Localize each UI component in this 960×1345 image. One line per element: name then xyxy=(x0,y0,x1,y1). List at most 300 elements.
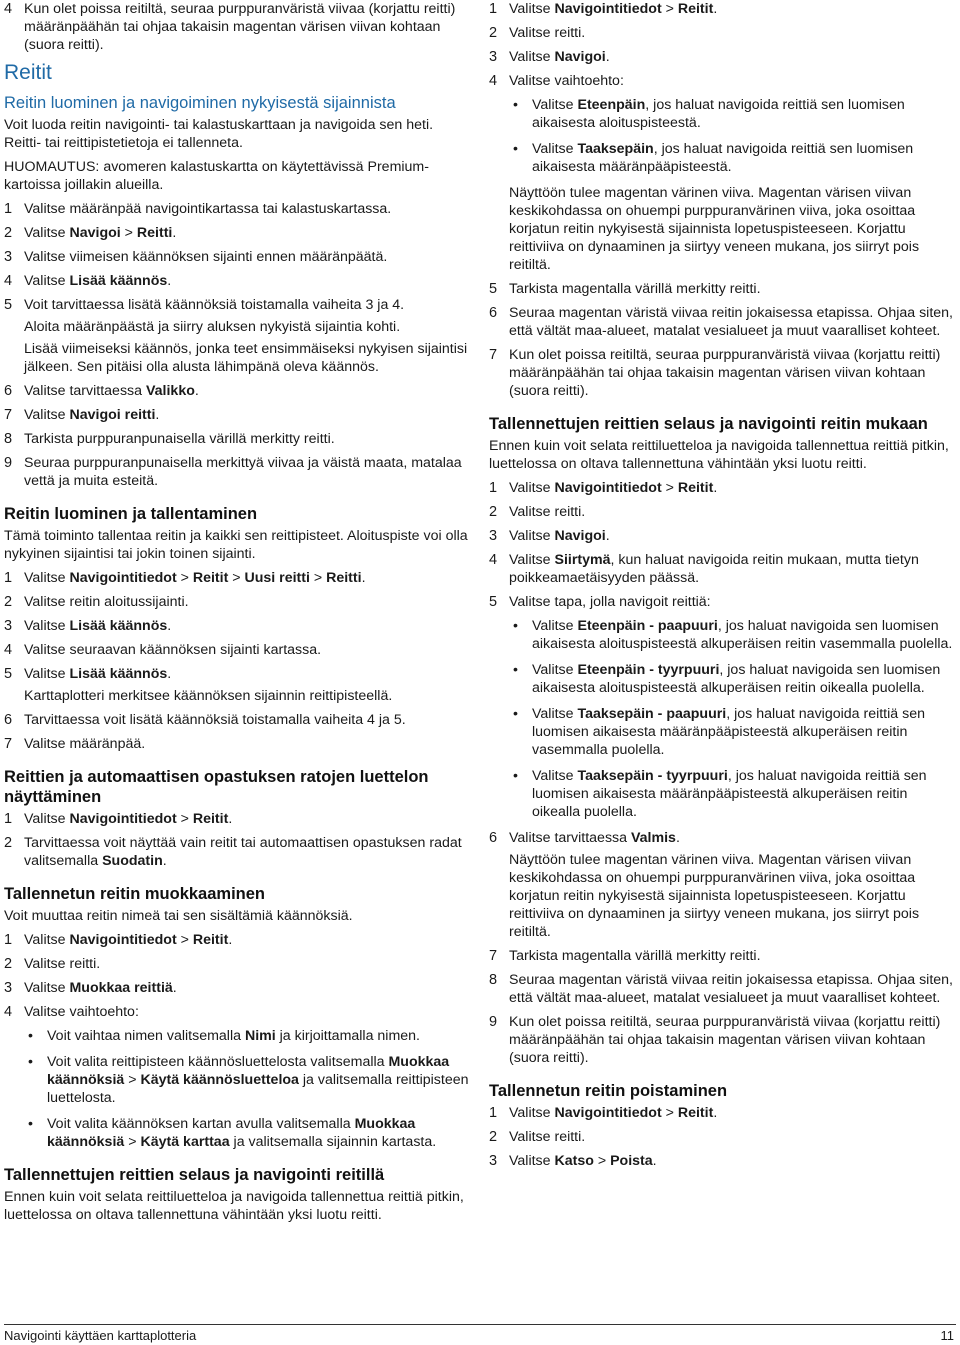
text-run: Ennen kuin voit selata reittiluetteloa ja navigoida tallennettua reittiä pitkin, luettelossa on oltava tallennettuna vähintään yksi luotu reitti. xyxy=(4,1189,464,1223)
ui-term: Navigoi xyxy=(554,49,606,65)
ui-term: Reitit xyxy=(677,1105,714,1121)
step-text xyxy=(24,711,474,729)
ui-term: Navigointitiedot xyxy=(69,811,177,827)
text-run: . xyxy=(172,980,177,996)
note-paragraph xyxy=(4,158,474,194)
text-run: Tarvittaessa voit lisätä käännöksiä toistamalla vaiheita 4 ja 5. xyxy=(24,712,406,728)
step-item xyxy=(4,569,474,587)
step-item xyxy=(489,829,957,941)
step-text xyxy=(509,593,957,611)
step-number: 1 xyxy=(4,811,13,827)
text-run: Karttaplotteri merkitsee käännöksen sijainnin reittipisteellä. xyxy=(24,688,393,704)
ui-term: Navigointitiedot xyxy=(554,480,662,496)
ui-term: Navigointitiedot xyxy=(554,1105,662,1121)
step-number: 7 xyxy=(4,736,13,752)
step-number: 2 xyxy=(4,594,13,610)
ui-term: Reitit xyxy=(677,1,714,17)
step-item xyxy=(4,931,474,949)
option-text xyxy=(47,1053,474,1107)
step-number: 1 xyxy=(489,480,498,496)
ui-term: Muokkaa reittiä xyxy=(69,980,173,996)
option-list xyxy=(509,96,957,176)
option-item xyxy=(24,1027,474,1045)
step-text xyxy=(24,979,474,997)
ui-term: Muokkaa käännöksiä xyxy=(47,1054,450,1088)
text-run: > xyxy=(176,570,193,586)
text-run: Valitse xyxy=(24,932,70,948)
section-heading xyxy=(489,414,957,434)
ui-term: Taaksepäin xyxy=(577,141,654,157)
text-run: Valitse tapa, jolla navigoit reittiä: xyxy=(509,594,711,610)
step-number: 3 xyxy=(4,249,13,265)
text-run: Valitse xyxy=(24,570,70,586)
step-number: 9 xyxy=(489,1014,498,1030)
option-list xyxy=(24,1027,474,1151)
step-number: 9 xyxy=(4,455,13,471)
text-run: Valitse xyxy=(532,141,578,157)
text-run: Valitse xyxy=(24,980,70,996)
chapter-heading xyxy=(4,60,474,86)
ui-term: Reitti xyxy=(326,570,362,586)
step-number: 6 xyxy=(4,383,13,399)
section-heading xyxy=(4,884,474,904)
note-label: HUOMAUTUS: xyxy=(4,159,104,175)
step-result xyxy=(24,340,474,376)
text-run: , jos haluat navigoida sen luomisen aikaisesta aloituspisteestä alkuperäisen reitin oikealla puolella. xyxy=(532,662,941,696)
step-number: 2 xyxy=(489,1129,498,1145)
text-run: Tarkista magentalla värillä merkitty reitti. xyxy=(509,281,761,297)
step-text xyxy=(24,382,474,400)
step-item xyxy=(489,346,957,400)
step-text xyxy=(509,304,957,340)
step-item xyxy=(4,382,474,400)
step-number: 2 xyxy=(489,25,498,41)
ui-term: Valikko xyxy=(145,383,195,399)
step-item xyxy=(489,479,957,497)
ui-term: Käytä karttaa xyxy=(140,1134,230,1150)
text-run: Valitse reitin aloitussijainti. xyxy=(24,594,189,610)
step-item xyxy=(4,810,474,828)
section-heading xyxy=(4,504,474,524)
step-item xyxy=(4,665,474,705)
text-run: Tallennettujen reittien selaus ja navigointi reitin mukaan xyxy=(489,415,928,433)
text-run: . xyxy=(167,273,172,289)
section-heading xyxy=(4,1165,474,1185)
step-number: 3 xyxy=(489,1153,498,1169)
step-number: 1 xyxy=(4,201,13,217)
text-run: > xyxy=(661,1105,678,1121)
ui-term: Navigoi xyxy=(69,225,121,241)
ui-term: Eteenpäin - tyyrpuuri xyxy=(577,662,720,678)
ui-term: Reitit xyxy=(192,811,229,827)
step-item xyxy=(489,1104,957,1122)
text-run: Valitse xyxy=(509,1,555,17)
option-text xyxy=(47,1115,474,1151)
text-run: . xyxy=(228,932,233,948)
step-number: 8 xyxy=(4,431,13,447)
option-item xyxy=(24,1053,474,1107)
step-item xyxy=(4,454,474,490)
bullet-icon: • xyxy=(513,618,518,634)
option-text xyxy=(532,140,957,176)
text-run: . xyxy=(228,811,233,827)
step-item xyxy=(489,593,957,821)
step-text xyxy=(24,593,474,611)
ui-term: Navigoi reitti xyxy=(69,407,156,423)
step-number: 5 xyxy=(489,594,498,610)
paragraph xyxy=(4,527,474,563)
option-text xyxy=(532,705,957,759)
text-run: > xyxy=(176,932,193,948)
text-run: , jos haluat navigoida reittiä sen luomisen aikaisesta määränpääpisteestä. xyxy=(532,141,914,175)
step-number: 2 xyxy=(4,835,13,851)
ui-term: Lisää käännös xyxy=(69,273,168,289)
text-run: Seuraa magentan väristä viivaa reitin jokaisessa etapissa. Ohjaa siten, että vältät maa-alueet, matalat vesialueet ja muut vaaralliset kohteet. xyxy=(509,972,953,1006)
text-run: Seuraa magentan väristä viivaa reitin jokaisessa etapissa. Ohjaa siten, että vältät maa-alueet, matalat vesialueet ja muut vaaralliset kohteet. xyxy=(509,305,953,339)
step-item xyxy=(4,248,474,266)
page-number: 11 xyxy=(940,1328,954,1343)
text-run: Näyttöön tulee magentan värinen viiva. Magentan värisen viivan keskikohdassa on ohuempi purppuranvärinen viiva, joka osoittaa korjatun reitin nykyisestä sijainnista lopetuspisteeseen. Korjattu reittiviiva on dynaaminen ja siirtyy veneen mukana, jos siirryt pois reitiltä. xyxy=(509,185,920,273)
step-item xyxy=(4,955,474,973)
text-run: Valitse xyxy=(24,666,70,682)
text-run: > xyxy=(309,570,327,586)
text-run: > xyxy=(593,1153,611,1169)
step-text xyxy=(509,527,957,545)
step-text xyxy=(509,346,957,400)
step-text xyxy=(509,1013,957,1067)
step-text xyxy=(509,503,957,521)
step-item xyxy=(489,551,957,587)
text-run: Valitse reitti. xyxy=(24,956,101,972)
text-run: > xyxy=(120,225,137,241)
step-item xyxy=(4,617,474,635)
ui-term: Taaksepäin - tyyrpuuri xyxy=(577,768,728,784)
option-text xyxy=(532,661,957,697)
text-run: Valitse xyxy=(24,225,70,241)
option-item xyxy=(509,96,957,132)
option-text xyxy=(532,617,957,653)
text-run: Kun olet poissa reitiltä, seuraa purppuranväristä viivaa (korjattu reitti) määränpäähän tai ohjaa takaisin magentan värisen viivan kohtaan (suora reitti). xyxy=(509,1014,941,1066)
step-item xyxy=(4,0,474,54)
text-run: Valitse tarvittaessa xyxy=(509,830,631,846)
step-item xyxy=(4,711,474,729)
text-run: Tallennetun reitin muokkaaminen xyxy=(4,885,265,903)
step-item xyxy=(4,735,474,753)
text-run: ja kirjoittamalla nimen. xyxy=(275,1028,420,1044)
text-run: Valitse xyxy=(532,97,578,113)
step-item xyxy=(4,593,474,611)
text-run: Valitse viimeisen käännöksen sijainti ennen määränpäätä. xyxy=(24,249,388,265)
text-run: avomeren kalastuskartta on käytettävissä Premium-kartoissa joillakin alueilla. xyxy=(4,159,429,193)
step-item xyxy=(4,224,474,242)
step-text xyxy=(509,280,957,298)
step-item xyxy=(489,503,957,521)
text-run: Valitse määränpää navigointikartassa tai kalastuskartassa. xyxy=(24,201,392,217)
ui-term: Valmis xyxy=(630,830,676,846)
option-item xyxy=(509,617,957,653)
step-item xyxy=(4,834,474,870)
text-run: ja valitsemalla sijainnin kartasta. xyxy=(229,1134,437,1150)
text-run: . xyxy=(172,225,177,241)
step-number: 2 xyxy=(4,956,13,972)
text-run: Valitse xyxy=(24,618,70,634)
ui-term: Reitit xyxy=(192,932,229,948)
section-heading xyxy=(489,1081,957,1101)
text-run: Valitse xyxy=(509,528,555,544)
footer-title: Navigointi käyttäen karttaplotteria xyxy=(4,1328,197,1343)
bullet-icon: • xyxy=(513,97,518,113)
step-text xyxy=(24,1003,474,1021)
step-number: 8 xyxy=(489,972,498,988)
text-run: Kun olet poissa reitiltä, seuraa purppuranväristä viivaa (korjattu reitti) määränpäähän tai ohjaa takaisin magentan värisen viivan kohtaan (suora reitti). xyxy=(509,347,941,399)
step-number: 4 xyxy=(4,1,13,17)
step-text xyxy=(509,1104,957,1122)
bullet-icon: • xyxy=(513,662,518,678)
step-item xyxy=(4,1003,474,1151)
text-run: Valitse xyxy=(532,662,578,678)
step-number: 2 xyxy=(4,225,13,241)
step-item xyxy=(489,24,957,42)
step-result xyxy=(509,184,957,274)
bullet-icon: • xyxy=(28,1116,33,1132)
text-run: . xyxy=(605,49,610,65)
text-run: Valitse reitti. xyxy=(509,504,586,520)
step-number: 3 xyxy=(4,980,13,996)
option-text xyxy=(47,1027,474,1045)
step-text xyxy=(24,931,474,949)
text-run: Tämä toiminto tallentaa reitin ja kaikki sen reittipisteet. Aloituspiste voi olla nykyinen sijaintisi tai jokin toinen sijainti. xyxy=(4,528,468,562)
text-run: Reittien ja automaattisen opastuksen ratojen luettelon näyttäminen xyxy=(4,768,429,806)
step-result xyxy=(24,687,474,705)
ui-term: Taaksepäin - paapuuri xyxy=(577,706,727,722)
step-item xyxy=(489,304,957,340)
step-number: 1 xyxy=(4,570,13,586)
step-text xyxy=(509,829,957,847)
step-text xyxy=(24,248,474,266)
text-run: > xyxy=(124,1134,141,1150)
ui-term: Käytä käännösluetteloa xyxy=(140,1072,299,1088)
step-text xyxy=(24,617,474,635)
step-item xyxy=(4,641,474,659)
text-run: Valitse määränpää. xyxy=(24,736,146,752)
step-number: 3 xyxy=(489,49,498,65)
text-run: Voit vaihtaa nimen valitsemalla xyxy=(47,1028,245,1044)
step-item xyxy=(489,947,957,965)
text-run: Valitse xyxy=(532,706,578,722)
step-item xyxy=(4,296,474,376)
ui-term: Lisää käännös xyxy=(69,666,168,682)
step-item xyxy=(4,430,474,448)
text-run: Valitse seuraavan käännöksen sijainti kartassa. xyxy=(24,642,322,658)
step-item xyxy=(4,200,474,218)
step-number: 2 xyxy=(489,504,498,520)
paragraph xyxy=(4,1188,474,1224)
option-item xyxy=(509,767,957,821)
option-list xyxy=(509,617,957,821)
text-run: Valitse reitti. xyxy=(509,1129,586,1145)
step-text xyxy=(24,569,474,587)
text-run: . xyxy=(194,383,199,399)
step-item xyxy=(489,1152,957,1170)
step-number: 7 xyxy=(489,948,498,964)
text-run: Valitse xyxy=(24,273,70,289)
step-text xyxy=(24,296,474,314)
step-text xyxy=(509,479,957,497)
text-run: . xyxy=(713,1,718,17)
bullet-icon: • xyxy=(513,768,518,784)
text-run: . xyxy=(162,853,167,869)
text-run: Reitin luominen ja navigoiminen nykyisestä sijainnista xyxy=(4,94,396,112)
ui-term: Eteenpäin xyxy=(577,97,646,113)
left-column xyxy=(4,0,474,1230)
text-run: . xyxy=(167,666,172,682)
step-item xyxy=(489,971,957,1007)
step-number: 3 xyxy=(489,528,498,544)
step-text xyxy=(509,48,957,66)
text-run: Valitse xyxy=(532,618,578,634)
ui-term: Reitit xyxy=(677,480,714,496)
text-run: , jos haluat navigoida reittiä sen luomisen aikaisesta määränpääpisteestä alkuperäisen reitin oikealla puolella. xyxy=(532,768,927,820)
option-item xyxy=(24,1115,474,1151)
step-text xyxy=(24,200,474,218)
text-run: Valitse xyxy=(24,811,70,827)
ui-term: Navigointitiedot xyxy=(554,1,662,17)
text-run: Näyttöön tulee magentan värinen viiva. Magentan värisen viivan keskikohdassa on ohuempi purppuranvärinen viiva, joka osoittaa korjatun reitin nykyisestä sijainnista lopetuspisteeseen. Korjattu reittiviiva on dynaaminen ja siirtyy veneen mukana, jos siirryt pois reitiltä. xyxy=(509,852,920,940)
text-run: . xyxy=(675,830,680,846)
text-run: Kun olet poissa reitiltä, seuraa purppuranväristä viivaa (korjattu reitti) määränpäähän tai ohjaa takaisin magentan värisen viivan kohtaan (suora reitti). xyxy=(24,1,456,53)
step-text xyxy=(24,0,474,54)
step-text xyxy=(24,665,474,683)
step-number: 1 xyxy=(489,1105,498,1121)
text-run: . xyxy=(167,618,172,634)
step-number: 4 xyxy=(4,273,13,289)
text-run: Valitse xyxy=(509,480,555,496)
text-run: Tarkista purppuranpunaisella värillä merkitty reitti. xyxy=(24,431,335,447)
text-run: Valitse xyxy=(509,552,555,568)
step-text xyxy=(24,224,474,242)
step-number: 5 xyxy=(4,666,13,682)
text-run: ja valitsemalla reittipisteen luettelosta. xyxy=(47,1072,469,1106)
bullet-icon: • xyxy=(513,706,518,722)
step-result xyxy=(509,851,957,941)
option-item xyxy=(509,705,957,759)
text-run: Aloita määränpäästä ja siirry aluksen nykyistä sijaintia kohti. xyxy=(24,319,401,335)
step-number: 1 xyxy=(489,1,498,17)
ui-term: Katso xyxy=(554,1153,594,1169)
step-text xyxy=(24,641,474,659)
text-run: . xyxy=(155,407,160,423)
step-number: 6 xyxy=(489,305,498,321)
right-column xyxy=(489,0,957,1176)
bullet-icon: • xyxy=(513,141,518,157)
step-text xyxy=(509,72,957,90)
text-run: Valitse xyxy=(509,1105,555,1121)
ui-term: Poista xyxy=(610,1153,653,1169)
text-run: . xyxy=(605,528,610,544)
text-run: Valitse xyxy=(24,407,70,423)
step-item xyxy=(4,272,474,290)
text-run: Tarkista magentalla värillä merkitty reitti. xyxy=(509,948,761,964)
step-number: 5 xyxy=(489,281,498,297)
step-text xyxy=(24,735,474,753)
text-run: . xyxy=(361,570,366,586)
step-text xyxy=(24,454,474,490)
text-run: Voit muuttaa reitin nimeä tai sen sisältämiä käännöksiä. xyxy=(4,908,353,924)
page-footer xyxy=(4,1324,956,1343)
step-item xyxy=(4,979,474,997)
step-text xyxy=(24,810,474,828)
bullet-icon: • xyxy=(28,1028,33,1044)
text-run: Voit luoda reitin navigointi- tai kalastuskarttaan ja navigoida sen heti. Reitti- tai reittipistetietoja ei tallenneta. xyxy=(4,117,434,151)
step-text xyxy=(509,971,957,1007)
text-run: , jos haluat navigoida reittiä sen luomisen aikaisesta aloituspisteestä. xyxy=(532,97,905,131)
text-run: Reitin luominen ja tallentaminen xyxy=(4,505,258,523)
text-run: Lisää viimeiseksi käännös, jonka teet ensimmäiseksi nykyisen sijaintisi jälkeen. Sen pitäisi olla alusta lähimpänä oleva käännös. xyxy=(24,341,468,375)
step-number: 4 xyxy=(489,552,498,568)
step-number: 6 xyxy=(4,712,13,728)
ui-term: Navigoi xyxy=(554,528,606,544)
text-run: , jos haluat navigoida sen luomisen aikaisesta aloituspisteestä alkuperäisen reitin vasemmalla puolella. xyxy=(532,618,953,652)
step-number: 7 xyxy=(489,347,498,363)
step-item xyxy=(489,1128,957,1146)
step-number: 7 xyxy=(4,407,13,423)
step-text xyxy=(24,272,474,290)
step-number: 1 xyxy=(4,932,13,948)
ui-term: Navigointitiedot xyxy=(69,570,177,586)
text-run: Tallennettujen reittien selaus ja navigointi reitillä xyxy=(4,1166,385,1184)
step-text xyxy=(509,551,957,587)
ui-term: Muokkaa käännöksiä xyxy=(47,1116,416,1150)
text-run: Valitse xyxy=(509,1153,555,1169)
section-heading xyxy=(4,93,474,114)
text-run: . xyxy=(713,1105,718,1121)
step-item xyxy=(489,72,957,274)
text-run: Seuraa purppuranpunaisella merkittyä viivaa ja väistä maata, matalaa vettä ja muita esteitä. xyxy=(24,455,462,489)
step-number: 3 xyxy=(4,618,13,634)
option-item xyxy=(509,140,957,176)
step-item xyxy=(4,406,474,424)
text-run: > xyxy=(176,811,193,827)
text-run: . xyxy=(713,480,718,496)
option-text xyxy=(532,767,957,821)
text-run: . xyxy=(652,1153,657,1169)
step-text xyxy=(509,1152,957,1170)
text-run: Tallennetun reitin poistaminen xyxy=(489,1082,728,1100)
step-result xyxy=(24,318,474,336)
step-text xyxy=(509,947,957,965)
text-run: , kun haluat navigoida reitin mukaan, mutta tietyn poikkeamaetäisyyden päässä. xyxy=(509,552,919,586)
text-run: Tarvittaessa voit näyttää vain reitit tai automaattisen opastuksen radat valitsemalla xyxy=(24,835,462,869)
paragraph xyxy=(4,907,474,925)
step-number: 5 xyxy=(4,297,13,313)
text-run: , jos haluat navigoida reittiä sen luomisen aikaisesta määränpääpisteestä alkuperäisen reitin vasemmalla puolella. xyxy=(532,706,925,758)
text-run: > xyxy=(661,480,678,496)
text-run: Valitse tarvittaessa xyxy=(24,383,146,399)
ui-term: Siirtymä xyxy=(554,552,611,568)
option-text xyxy=(532,96,957,132)
step-text xyxy=(509,24,957,42)
text-run: Valitse vaihtoehto: xyxy=(509,73,624,89)
step-text xyxy=(24,834,474,870)
paragraph xyxy=(4,116,474,152)
step-text xyxy=(24,430,474,448)
text-run: Valitse xyxy=(532,768,578,784)
text-run: > xyxy=(661,1,678,17)
step-item xyxy=(489,48,957,66)
text-run: > xyxy=(124,1072,141,1088)
paragraph xyxy=(489,437,957,473)
text-run: Reitit xyxy=(4,61,52,84)
